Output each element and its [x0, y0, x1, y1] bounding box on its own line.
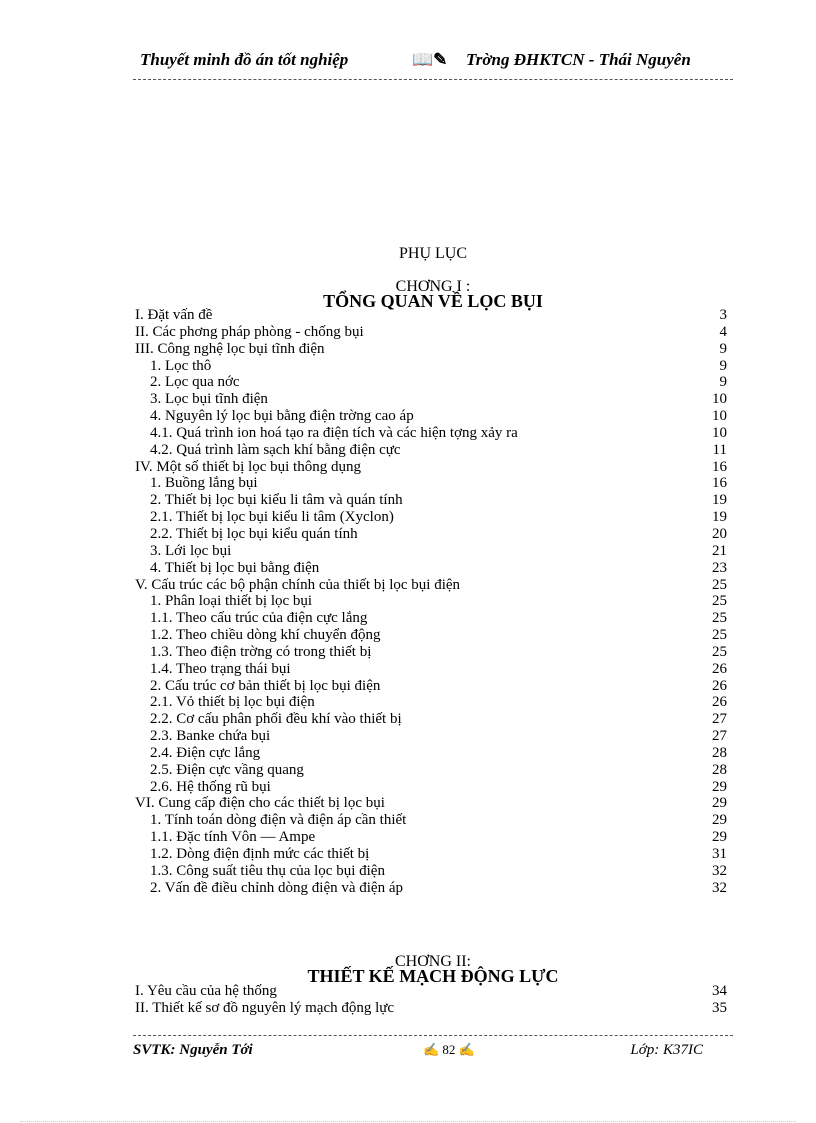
toc-entry-page: 25 — [712, 643, 727, 660]
toc-entry — [135, 341, 727, 358]
toc-entry — [135, 324, 727, 341]
toc-entry-page: 28 — [712, 761, 727, 778]
toc-entry-page: 16 — [712, 458, 727, 475]
toc-entry — [135, 661, 727, 678]
toc-entry-page: 32 — [712, 862, 727, 879]
page-number: ✍ 82 ✍ — [423, 1042, 475, 1057]
toc-entry-label: 2.6. Hệ thống rũ bụi — [150, 778, 271, 795]
toc-entry-label: 1.3. Theo điện trờng có trong thiết bị — [150, 643, 372, 660]
toc-entry-label: 2.5. Điện cực vầng quang — [150, 761, 304, 778]
footer-author: SVTK: Nguyễn Tới — [133, 1042, 253, 1058]
toc-entry-page: 32 — [712, 879, 727, 896]
toc-entry-page: 19 — [712, 492, 727, 509]
toc-entry — [135, 509, 727, 526]
toc-entry — [135, 678, 727, 695]
toc-entry-page: 25 — [712, 610, 727, 627]
toc-entry — [135, 610, 727, 627]
toc-entry — [135, 442, 727, 459]
toc-entry-page: 27 — [712, 728, 727, 745]
toc-entry — [135, 526, 727, 543]
toc-entry-page: 29 — [712, 795, 727, 812]
toc-entry-label: 3. Lới lọc bụi — [150, 542, 232, 559]
toc-entry — [135, 593, 727, 610]
toc-entry-label: 2. Lọc qua nớc — [150, 374, 240, 391]
toc-entry — [135, 560, 727, 577]
toc-entry — [135, 779, 727, 796]
header-divider — [133, 79, 733, 80]
footer-class: Lớp: K37IC — [630, 1042, 703, 1058]
toc-entry-page: 19 — [712, 509, 727, 526]
toc-entry-page: 21 — [712, 542, 727, 559]
toc-entry-page: 20 — [712, 525, 727, 542]
toc-entry-label: 1. Tính toán dòng điện và điện áp cần thiết — [150, 812, 407, 829]
toc-entry-page: 25 — [712, 576, 727, 593]
toc-entry — [135, 543, 727, 560]
toc-entry — [135, 391, 727, 408]
toc-entry-page: 31 — [712, 846, 727, 862]
toc-entry-label: 1. Lọc thô — [150, 357, 212, 374]
toc-entry-label: II. Thiết kế sơ đồ nguyên lý mạch động lực — [135, 999, 395, 1016]
book-pen-icon: 📖✎ — [412, 50, 448, 69]
toc-entry — [135, 711, 727, 728]
toc-entry-page: 25 — [712, 593, 727, 610]
chapter2-title: THIẾT KẾ MẠCH ĐỘNG LỰC — [307, 966, 559, 986]
toc-entry — [135, 475, 727, 492]
toc-entry-page: 29 — [712, 829, 727, 846]
toc-entry-label: 1. Buồng lắng bụi — [150, 475, 258, 492]
toc-entry-label: II. Các phơng pháp phòng - chống bụi — [135, 323, 364, 340]
page-bottom-edge — [20, 1121, 796, 1122]
toc-entry — [135, 795, 727, 812]
toc-entry-label: 1.3. Công suất tiêu thụ của lọc bụi điện — [150, 862, 385, 879]
toc-entry-page: 9 — [719, 340, 727, 357]
toc-entry — [135, 577, 727, 594]
toc-entry — [135, 863, 727, 880]
toc-entry-page: 16 — [712, 475, 727, 492]
toc-entry-label: V. Cấu trúc các bộ phận chính của thiết bị lọc bụi điện — [135, 576, 461, 593]
header-right: Trờng ĐHKTCN - Thái Nguyên — [466, 50, 691, 69]
toc-entry-label: 2. Cấu trúc cơ bản thiết bị lọc bụi điện — [150, 677, 381, 694]
chapter1-title: TỔNG QUAN VỀ LỌC BỤI — [323, 291, 543, 311]
toc-entry-label: I. Đặt vấn đề — [135, 307, 213, 323]
chapter1-toc — [135, 307, 727, 897]
toc-entry-page: 29 — [712, 812, 727, 829]
appendix-title: PHỤ LỤC — [398, 245, 467, 262]
chapter2-label: CHƠNG II: — [395, 953, 471, 970]
toc-entry — [135, 358, 727, 375]
toc-entry — [135, 694, 727, 711]
toc-entry — [135, 880, 727, 897]
toc-entry-page: 9 — [719, 374, 727, 391]
toc-entry — [135, 307, 727, 324]
toc-entry-label: 3. Lọc bụi tĩnh điện — [150, 391, 268, 408]
toc-entry-label: 2. Vấn đề điều chỉnh dòng điện và điện áp — [150, 879, 403, 896]
toc-entry-page: 23 — [712, 559, 727, 576]
toc-entry-page: 26 — [712, 660, 727, 677]
toc-entry-page: 26 — [712, 677, 727, 694]
toc-entry — [135, 983, 727, 1000]
toc-entry-page: 3 — [719, 307, 727, 323]
toc-entry-label: I. Yêu cầu của hệ thống — [135, 983, 277, 999]
chapter1-label: CHƠNG I : — [395, 278, 471, 295]
toc-entry-label: 2.4. Điện cực lắng — [150, 744, 261, 761]
toc-entry — [135, 408, 727, 425]
toc-entry — [135, 492, 727, 509]
toc-entry-page: 10 — [712, 391, 727, 408]
toc-entry-label: III. Công nghệ lọc bụi tĩnh điện — [135, 340, 325, 357]
page-footer — [133, 1042, 733, 1062]
toc-entry-label: 2.2. Cơ cấu phân phối đều khí vào thiết bị — [150, 711, 402, 728]
toc-entry — [135, 846, 727, 863]
toc-entry — [135, 812, 727, 829]
toc-entry — [135, 459, 727, 476]
toc-entry — [135, 762, 727, 779]
toc-entry-label: VI. Cung cấp điện cho các thiết bị lọc bụi — [135, 795, 385, 812]
page-header — [140, 50, 732, 74]
toc-entry-label: 1.1. Đặc tính Vôn — Ampe — [150, 829, 316, 846]
toc-entry-page: 10 — [712, 408, 727, 425]
toc-entry-label: 2.2. Thiết bị lọc bụi kiểu quán tính — [150, 525, 358, 542]
toc-entry-label: 2.1. Vỏ thiết bị lọc bụi điện — [150, 694, 315, 711]
toc-entry-page: 25 — [712, 627, 727, 644]
toc-entry-label: IV. Một số thiết bị lọc bụi thông dụng — [135, 458, 361, 475]
toc-entry-label: 1.1. Theo cấu trúc của điện cực lắng — [150, 610, 368, 627]
toc-entry-page: 26 — [712, 694, 727, 711]
toc-entry — [135, 728, 727, 745]
toc-entry-label: 4. Nguyên lý lọc bụi bằng điện trờng cao áp — [150, 408, 414, 425]
footer-divider — [133, 1035, 733, 1036]
header-left: Thuyết minh đồ án tốt nghiệp — [140, 50, 349, 69]
chapter2-toc — [135, 983, 727, 1017]
toc-entry-label: 2.1. Thiết bị lọc bụi kiểu li tâm (Xyclon) — [150, 509, 394, 526]
toc-entry-page: 9 — [719, 357, 727, 374]
toc-entry-page: 27 — [712, 711, 727, 728]
toc-entry-page: 29 — [712, 778, 727, 795]
toc-entry-label: 4.2. Quá trình làm sạch khí bằng điện cực — [150, 441, 401, 458]
toc-entry-page: 11 — [712, 441, 727, 458]
toc-entry-label: 4.1. Quá trình ion hoá tạo ra điện tích và các hiện tợng xảy ra — [150, 424, 518, 441]
toc-entry-label: 1.4. Theo trạng thái bụi — [150, 660, 291, 677]
toc-entry — [135, 627, 727, 644]
toc-entry — [135, 829, 727, 846]
toc-entry-page: 34 — [712, 983, 727, 999]
toc-entry — [135, 425, 727, 442]
toc-entry — [135, 1000, 727, 1017]
toc-entry-page: 35 — [712, 999, 727, 1016]
toc-entry-label: 1.2. Dòng điện định mức các thiết bị — [150, 846, 370, 862]
toc-entry — [135, 745, 727, 762]
toc-entry-label: 1. Phân loại thiết bị lọc bụi — [150, 593, 313, 610]
toc-entry-label: 4. Thiết bị lọc bụi bằng điện — [150, 559, 320, 576]
toc-entry — [135, 374, 727, 391]
toc-entry-page: 10 — [712, 424, 727, 441]
toc-entry-page: 4 — [719, 323, 727, 340]
toc-entry-page: 28 — [712, 744, 727, 761]
toc-entry-label: 2. Thiết bị lọc bụi kiểu li tâm và quán tính — [150, 492, 403, 509]
toc-entry — [135, 644, 727, 661]
toc-entry-label: 2.3. Banke chứa bụi — [150, 728, 271, 745]
toc-entry-label: 1.2. Theo chiều dòng khí chuyển động — [150, 627, 381, 644]
